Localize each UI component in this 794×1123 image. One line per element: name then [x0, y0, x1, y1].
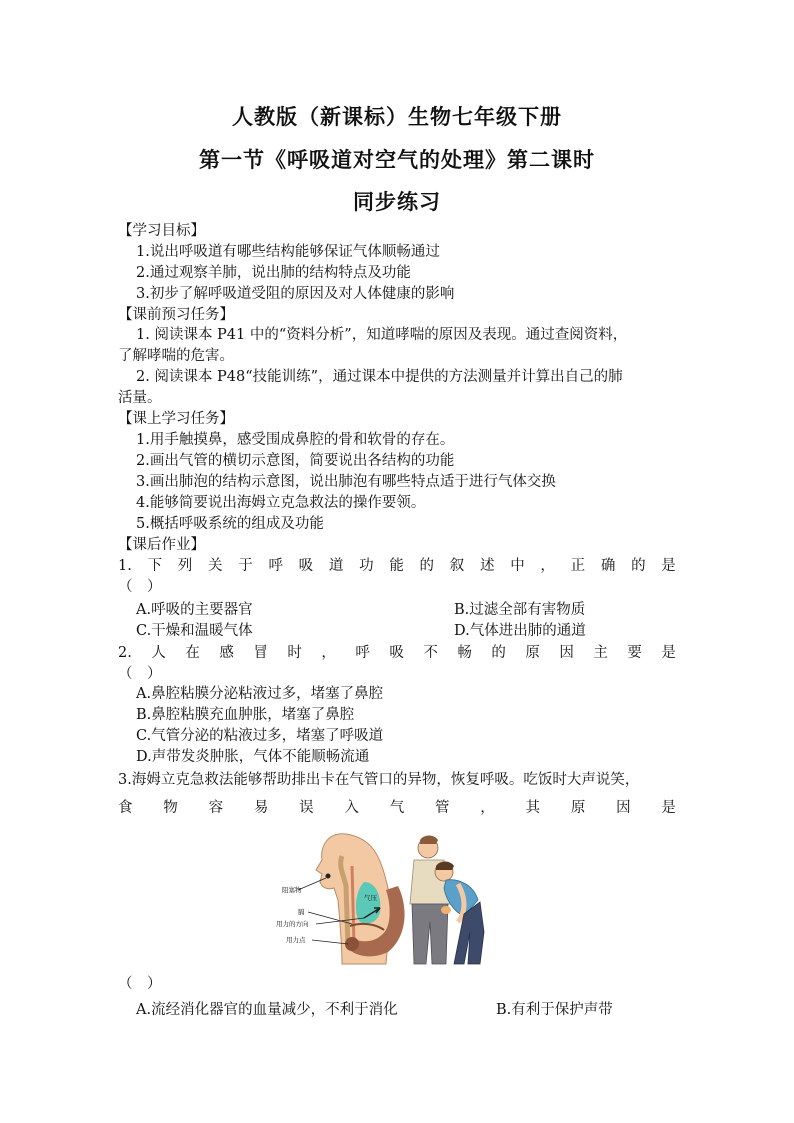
class-task-item: 4.能够简要说出海姆立克急救法的操作要领。	[136, 495, 426, 511]
label-pressure: 气压	[364, 895, 377, 902]
title-line-2: 第一节《呼吸道对空气的处理》第二课时	[199, 147, 595, 172]
preview-paragraph-2-cont: 活量。	[118, 390, 162, 406]
objectives-heading: 【学习目标】	[118, 223, 205, 239]
question-2-option-d[interactable]: D.声带发炎肿胀，气体不能顺畅流通	[136, 749, 370, 765]
class-task-item: 5.概括呼吸系统的组成及功能	[136, 516, 324, 532]
preview-heading: 【课前预习任务】	[118, 307, 234, 323]
class-task-item: 1.用手触摸鼻，感受围成鼻腔的骨和软骨的存在。	[136, 432, 455, 448]
label-force-point: 用力点	[286, 937, 306, 944]
heimlich-illustration	[268, 826, 494, 966]
preview-paragraph-1: 1. 阅读课本 P41 中的“资料分析”，知道哮喘的原因及表现。通过查阅资料，	[136, 327, 628, 343]
preview-paragraph-1-cont: 了解哮喘的危害。	[118, 348, 234, 364]
question-3-option-b[interactable]: B.有利于保护声带	[496, 1002, 613, 1018]
title-line-1: 人教版（新课标）生物七年级下册	[232, 104, 562, 129]
question-3-stem: 3.海姆立克急救法能够帮助排出卡在气管口的异物，恢复呼吸。吃饭时大声说笑，	[118, 772, 640, 788]
label-blocker: 阻塞物	[282, 887, 302, 894]
question-2-option-b[interactable]: B.鼻腔粘膜充血肿胀，堵塞了鼻腔	[136, 707, 355, 723]
question-3-answer-bracket[interactable]: （ ）	[118, 976, 162, 992]
question-2-answer-bracket[interactable]: （ ）	[118, 666, 162, 682]
title-line-3: 同步练习	[353, 189, 441, 214]
homework-heading: 【课后作业】	[118, 537, 205, 553]
question-3-option-a[interactable]: A.流经消化器官的血量减少，不利于消化	[136, 1002, 398, 1018]
question-2-stem: 2. 人 在 感 冒 时 ， 呼 吸 不 畅 的 原 因 主 要 是	[118, 645, 676, 661]
objective-item: 1.说出呼吸道有哪些结构能够保证气体顺畅通过	[136, 244, 440, 260]
label-force-direction: 用力的方向	[276, 921, 309, 928]
question-1-option-d[interactable]: D.气体进出肺的通道	[454, 623, 586, 639]
label-diaphragm: 膈	[298, 909, 305, 916]
class-tasks-heading: 【课上学习任务】	[118, 411, 234, 427]
question-3-stem-cont: 食 物 容 易 误 入 气 管 ， 其 原 因 是	[118, 800, 676, 816]
objective-item: 3.初步了解呼吸道受阻的原因及对人体健康的影响	[136, 286, 455, 302]
question-2-option-a[interactable]: A.鼻腔粘膜分泌粘液过多，堵塞了鼻腔	[136, 686, 384, 702]
objective-item: 2.通过观察羊肺，说出肺的结构特点及功能	[136, 265, 411, 281]
class-task-item: 2.画出气管的横切示意图，简要说出各结构的功能	[136, 453, 455, 469]
question-1-answer-bracket[interactable]: （ ）	[118, 579, 162, 595]
class-task-item: 3.画出肺泡的结构示意图，说出肺泡有哪些特点适于进行气体交换	[136, 474, 556, 490]
question-1-option-b[interactable]: B.过滤全部有害物质	[454, 602, 586, 618]
question-1-option-c[interactable]: C.干燥和温暖气体	[136, 623, 253, 639]
question-1-option-a[interactable]: A.呼吸的主要器官	[136, 602, 253, 618]
preview-paragraph-2: 2. 阅读课本 P48“技能训练”，通过课本中提供的方法测量并计算出自己的肺	[136, 369, 623, 385]
question-1-stem: 1. 下 列 关 于 呼 吸 道 功 能 的 叙 述 中 ， 正 确 的 是	[118, 558, 676, 574]
question-2-option-c[interactable]: C.气管分泌的粘液过多，堵塞了呼吸道	[136, 728, 384, 744]
